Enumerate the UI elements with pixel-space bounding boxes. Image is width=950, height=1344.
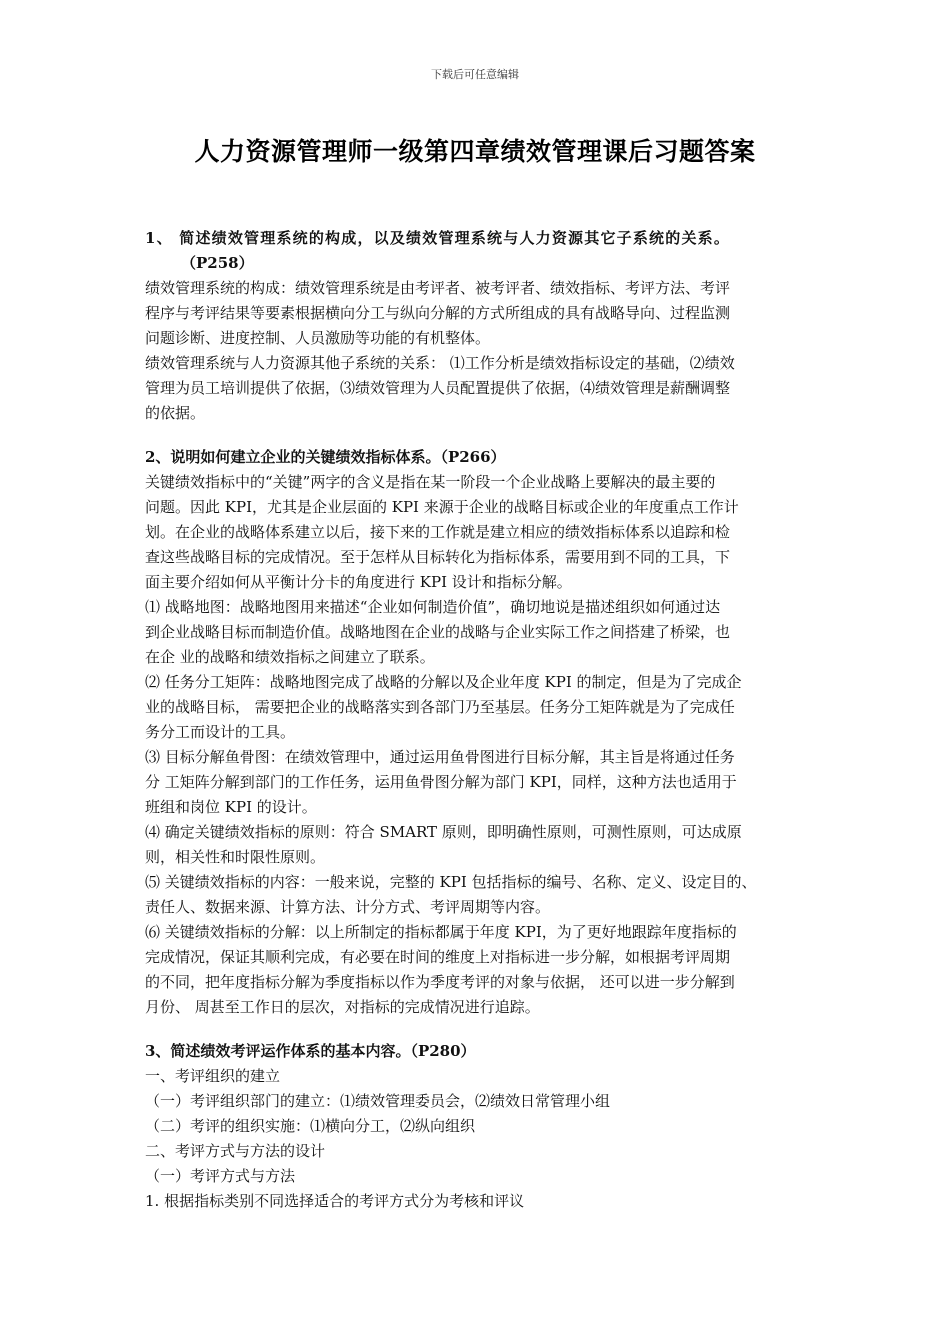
answer-2-line: ⑶ 目标分解鱼骨图：在绩效管理中，通过运用鱼骨图进行目标分解，其主旨是将通过任务 [145,748,735,766]
answer-2-line: ⑸ 关键绩效指标的内容：一般来说，完整的 KPI 包括指标的编号、名称、定义、设定目的、 [145,873,757,891]
answer-2-line: 月份、 周甚至工作日的层次，对指标的完成情况进行追踪。 [145,998,540,1016]
answer-2-line: 问题。因此 KPI，尤其是企业层面的 KPI 来源于企业的战略目标或企业的年度重点工作计 [145,498,739,516]
document-body [145,226,813,1214]
answer-2-line: ⑴ 战略地图：战略地图用来描述“企业如何制造价值”，确切地说是描述组织如何通过达 [145,598,721,616]
answer-1-line: 问题诊断、进度控制、人员激励等功能的有机整体。 [145,329,491,347]
question-2-heading: 2、说明如何建立企业的关键绩效指标体系。（P266） [145,448,506,466]
answer-2-line: ⑵ 任务分工矩阵：战略地图完成了战略的分解以及企业年度 KPI 的制定，但是为了完成企 [145,673,742,691]
answer-2-line: 的不同，把年度指标分解为季度指标以作为季度考评的对象与依据， 还可以进一步分解到 [145,973,735,991]
answer-3-line: 1. 根据指标类别不同选择适合的考评方式分为考核和评议 [145,1192,525,1210]
answer-2-line: 班组和岗位 KPI 的设计。 [145,798,317,816]
answer-2-line: 则，相关性和时限性原则。 [145,848,326,866]
page-title: 人力资源管理师一级第四章绩效管理课后习题答案 [194,137,756,166]
section-spacer [145,1020,813,1039]
answer-2-line: 分 工矩阵分解到部门的工作任务，运用鱼骨图分解为部门 KPI，同样，这种方法也适用于 [145,773,737,791]
answer-1-line: 管理为员工培训提供了依据，⑶绩效管理为人员配置提供了依据，⑷绩效管理是薪酬调整 [145,379,731,397]
question-3-heading: 3、简述绩效考评运作体系的基本内容。（P280） [145,1042,476,1060]
answer-3-line: 二、考评方式与方法的设计 [145,1142,326,1160]
answer-2-line: 在企 业的战略和绩效指标之间建立了联系。 [145,648,435,666]
section-spacer [145,426,813,445]
answer-2-line: 划。在企业的战略体系建立以后，接下来的工作就是建立相应的绩效指标体系以追踪和检 [145,523,731,541]
answer-3-line: （一）考评方式与方法 [145,1167,296,1185]
answer-1-line: 的依据。 [145,404,206,422]
answer-2-line: 查这些战略目标的完成情况。至于怎样从目标转化为指标体系，需要用到不同的工具，下 [145,548,731,566]
answer-2-line: 面主要介绍如何从平衡计分卡的角度进行 KPI 设计和指标分解。 [145,573,572,591]
question-1-heading: 1、 简述绩效管理系统的构成，以及绩效管理系统与人力资源其它子系统的关系。 [145,229,731,247]
answer-2-line: ⑹ 关键绩效指标的分解：以上所制定的指标都属于年度 KPI，为了更好地跟踪年度指标的 [145,923,737,941]
answer-2-line: 完成情况，保证其顺利完成，有必要在时间的维度上对指标进一步分解，如根据考评周期 [145,948,731,966]
answer-1-line: 绩效管理系统的构成：绩效管理系统是由考评者、被考评者、绩效指标、考评方法、考评 [145,279,731,297]
answer-2-line: 到企业战略目标而制造价值。战略地图在企业的战略与企业实际工作之间搭建了桥梁，也 [145,623,731,641]
question-1-page-ref: （P258） [181,254,254,272]
answer-2-line: ⑷ 确定关键绩效指标的原则：符合 SMART 原则，即明确性原则，可测性原则，可达成原 [145,823,742,841]
answer-3-line: （二）考评的组织实施：⑴横向分工，⑵纵向组织 [145,1117,476,1135]
header-note: 下载后可任意编辑 [431,68,519,81]
answer-3-line: 一、考评组织的建立 [145,1067,281,1085]
answer-2-line: 责任人、数据来源、计算方法、计分方式、考评周期等内容。 [145,898,551,916]
answer-1-line: 程序与考评结果等要素根据横向分工与纵向分解的方式所组成的具有战略导向、过程监测 [145,304,731,322]
answer-1-line: 绩效管理系统与人力资源其他子系统的关系： ⑴工作分析是绩效指标设定的基础，⑵绩效 [145,354,735,372]
question-1-section [145,226,813,426]
answer-2-line: 业的战略目标， 需要把企业的战略落实到各部门乃至基层。任务分工矩阵就是为了完成任 [145,698,735,716]
question-2-section [145,445,813,1020]
answer-2-line: 关键绩效指标中的“关键”两字的含义是指在某一阶段一个企业战略上要解决的最主要的 [145,473,716,491]
question-3-section [145,1039,813,1214]
answer-3-line: （一）考评组织部门的建立：⑴绩效管理委员会，⑵绩效日常管理小组 [145,1092,611,1110]
answer-2-line: 务分工而设计的工具。 [145,723,296,741]
